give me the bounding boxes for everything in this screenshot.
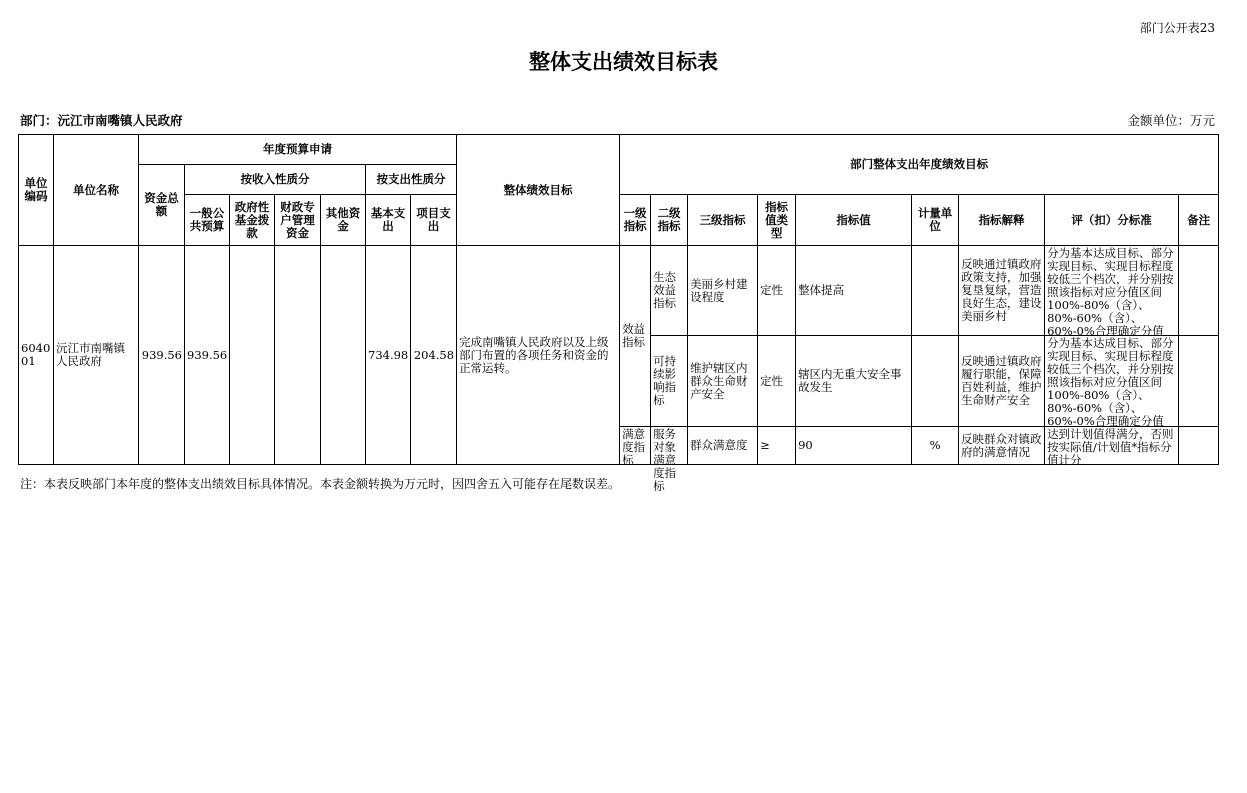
scoring-cell — [1045, 427, 1179, 465]
explanation-cell: 反映群众对镇政府的满意情况 — [959, 427, 1045, 465]
col-project-expense: 项目支出 — [411, 195, 457, 246]
table-row — [19, 246, 1219, 336]
basic-expense-cell: 734.98 — [366, 246, 411, 465]
measure-unit-cell — [912, 336, 959, 427]
unit-name-cell: 沅江市南嘴镇人民政府 — [54, 246, 139, 465]
col-indicator-value: 指标值 — [796, 195, 912, 246]
col-dept-goal: 部门整体支出年度绩效目标 — [620, 135, 1219, 195]
level3-cell: 美丽乡村建设程度 — [688, 246, 758, 336]
level1-text: 满意度指标 — [622, 426, 646, 467]
col-by-income: 按收入性质分 — [185, 165, 366, 195]
col-remark: 备注 — [1179, 195, 1219, 246]
scoring-text: 分为基本达成目标、部分实现目标、实现目标程度较低三个档次，并分别按照该指标对应分值区间100%-80%（含）、80%-60%（含）、60%-0%合理确定分值 — [1047, 335, 1174, 428]
col-total-funds: 资金总额 — [139, 165, 185, 246]
col-overall-goal: 整体绩效目标 — [457, 135, 620, 246]
remark-cell — [1179, 427, 1219, 465]
indicator-value-cell: 整体提高 — [796, 246, 912, 336]
level2-cell: 生态效益指标 — [651, 246, 688, 336]
level3-cell: 维护辖区内群众生命财产安全 — [688, 336, 758, 427]
footnote: 注：本表反映部门本年度的整体支出绩效目标具体情况。本表金额转换为万元时，因四舍五入可能存在尾数误差。 — [20, 477, 621, 491]
col-unit-name: 单位名称 — [54, 135, 139, 246]
value-type-cell: 定性 — [758, 246, 796, 336]
col-explanation: 指标解释 — [959, 195, 1045, 246]
page-title: 整体支出绩效目标表 — [529, 50, 718, 74]
remark-cell — [1179, 336, 1219, 427]
col-measure-unit: 计量单位 — [912, 195, 959, 246]
indicator-value-cell: 辖区内无重大安全事故发生 — [796, 336, 912, 427]
amount-unit-label: 金额单位：万元 — [1127, 113, 1215, 128]
explanation-cell: 反映通过镇政府政策支持，加强复垦复绿，营造良好生态，建设美丽乡村 — [959, 246, 1045, 336]
form-number: 部门公开表23 — [1139, 21, 1215, 35]
col-by-expense: 按支出性质分 — [366, 165, 457, 195]
col-level1: 一级指标 — [620, 195, 651, 246]
col-scoring: 评（扣）分标准 — [1045, 195, 1179, 246]
scoring-text: 分为基本达成目标、部分实现目标、实现目标程度较低三个档次，并分别按照该指标对应分值区间100%-80%（含）、80%-60%（含）、60%-0%合理确定分值 — [1047, 245, 1174, 338]
level3-cell: 群众满意度 — [688, 427, 758, 465]
measure-unit-cell — [912, 246, 959, 336]
remark-cell — [1179, 246, 1219, 336]
col-general-budget: 一般公共预算 — [185, 195, 230, 246]
col-unit-code: 单位编码 — [19, 135, 54, 246]
other-fund-cell — [321, 246, 366, 465]
scoring-cell — [1045, 246, 1179, 336]
scoring-text: 达到计划值得满分，否则按实际值/计划值*指标分值计分 — [1047, 426, 1174, 467]
value-type-cell: 定性 — [758, 336, 796, 427]
project-expense-cell: 204.58 — [411, 246, 457, 465]
total-funds-cell: 939.56 — [139, 246, 185, 465]
col-other-fund: 其他资金 — [321, 195, 366, 246]
col-level3: 三级指标 — [688, 195, 758, 246]
col-budget-request: 年度预算申请 — [139, 135, 457, 165]
level2-text: 服务对象满意度指标 — [653, 426, 677, 493]
general-budget-cell: 939.56 — [185, 246, 230, 465]
gov-fund-cell — [230, 246, 275, 465]
indicator-value-cell: 90 — [796, 427, 912, 465]
overall-goal-cell: 完成南嘴镇人民政府以及上级部门布置的各项任务和资金的正常运转。 — [457, 246, 620, 465]
scoring-cell — [1045, 336, 1179, 427]
col-special-fund: 财政专户管理资金 — [275, 195, 321, 246]
level1-cell — [620, 427, 651, 465]
level2-cell — [651, 426, 688, 493]
measure-unit-cell: % — [912, 427, 959, 465]
department-label: 部门：沅江市南嘴镇人民政府 — [20, 113, 183, 128]
unit-code-cell: 604001 — [19, 246, 54, 465]
col-value-type: 指标值类型 — [758, 195, 796, 246]
col-gov-fund: 政府性基金拨款 — [230, 195, 275, 246]
level1-cell: 效益指标 — [620, 246, 651, 427]
col-basic-expense: 基本支出 — [366, 195, 411, 246]
level2-cell: 可持续影响指标 — [651, 336, 688, 427]
special-fund-cell — [275, 246, 321, 465]
col-level2: 二级指标 — [651, 195, 688, 246]
value-type-cell: ≥ — [758, 427, 796, 465]
explanation-cell: 反映通过镇政府履行职能，保障百姓利益，维护生命财产安全 — [959, 336, 1045, 427]
